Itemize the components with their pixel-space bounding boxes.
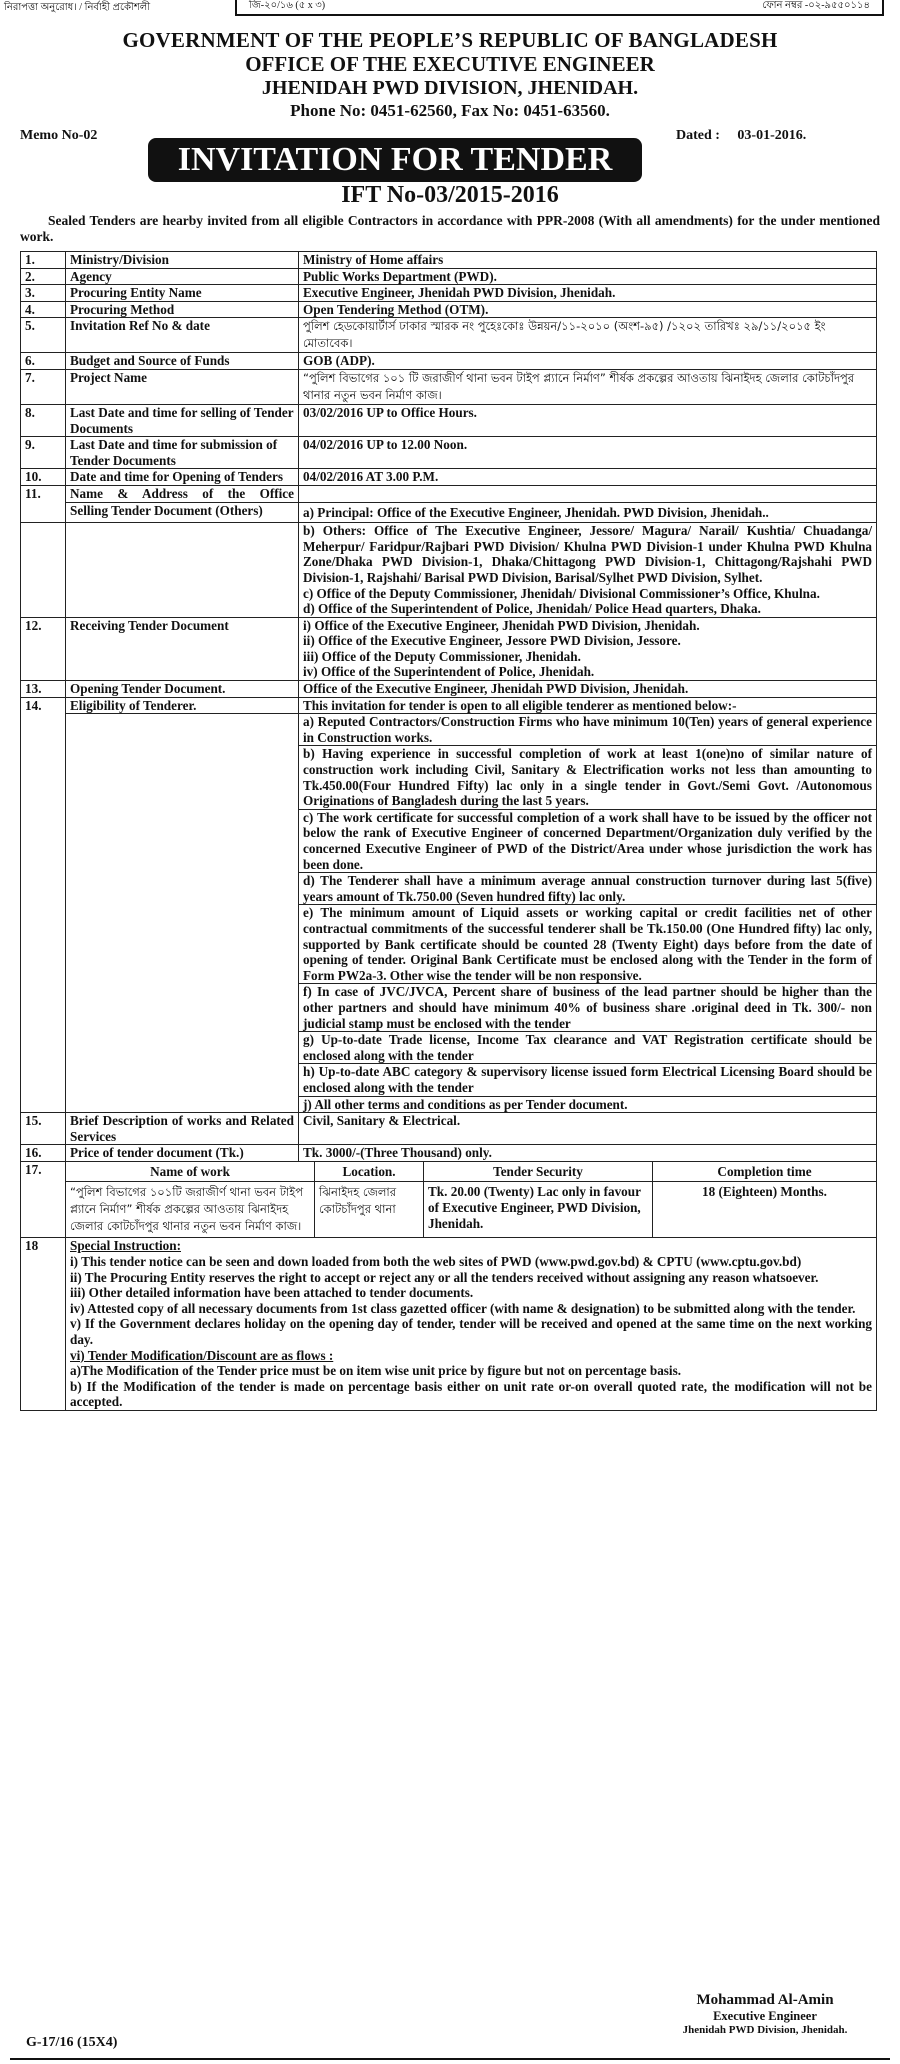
row-value: “পুলিশ বিভাগের ১০১ টি জরাজীর্ণ থানা ভবন টাইপ প্ল্যানে নির্মাণ” শীর্ষক প্রকল্পের আওতায় ঝিনাইদহ জেলার কোটচাঁদপুর থানার নতুন ভবন নির্মাণ কাজ। [299,369,877,404]
memo-number: Memo No-02 [20,128,98,143]
government-title: GOVERNMENT OF THE PEOPLE’S REPUBLIC OF BANGLADESH [122,28,778,52]
footer-code: G-17/16 (15X4) [26,2035,118,2050]
row-number: 17. [21,1161,66,1238]
row-value: 03/02/2016 UP to Office Hours. [299,404,877,436]
division-title: JHENIDAH PWD DIVISION, JHENIDAH. [261,77,639,99]
tender-security: Tk. 20.00 (Twenty) Lac only in favour of Executive Engineer, PWD Division, Jhenidah. [424,1182,653,1238]
top-strip [0,0,900,16]
eligibility-item: j) All other terms and conditions as per Tender document. [299,1096,877,1113]
table-row [21,469,877,486]
bottom-border [10,2058,890,2060]
receiving-office: iii) Office of the Deputy Commissioner, Jhenidah. [303,648,581,664]
table-row [21,502,877,523]
table-row [21,1238,877,1411]
table-row [21,697,877,714]
tender-details-table [20,251,877,1411]
row-value: 04/02/2016 AT 3.00 P.M. [299,469,877,486]
signatory-office: Jhenidah PWD Division, Jhenidah. [682,2024,848,2036]
row-label: Invitation Ref No & date [66,318,299,353]
table-row [21,285,877,302]
row-value: Civil, Sanitary & Electrical. [299,1113,877,1145]
table-row [21,318,877,353]
row-number: 2. [21,268,66,285]
table-row [21,268,877,285]
row-label: Agency [66,268,299,285]
row-number: 7. [21,369,66,404]
row-value: a) Principal: Office of the Executive Engineer, Jhenidah. PWD Division, Jhenidah.. [299,502,877,523]
row-value: Office of the Executive Engineer, Jhenidah PWD Division, Jhenidah. [299,681,877,698]
receiving-office: ii) Office of the Executive Engineer, Jessore PWD Division, Jessore. [303,633,681,649]
row-number: 8. [21,404,66,436]
table-row [21,252,877,269]
row-label: Procuring Entity Name [66,285,299,302]
row-number: 12. [21,617,66,680]
instruction-subtitle: vi) Tender Modification/Discount are as flows : [70,1347,334,1363]
row-number: 4. [21,301,66,318]
eligibility-item: d) The Tenderer shall have a minimum average annual construction turnover during last 5(five) years amount of Tk.750.00 (Seven hundred fifty) lac only. [299,873,877,905]
col-header: Name of work [66,1162,315,1182]
col-header: Location. [315,1162,424,1182]
special-instruction-title: Special Instruction: [70,1238,181,1254]
eligibility-item: a) Reputed Contractors/Construction Firms who have minimum 10(Ten) years of general experience in Construction works. [299,714,877,746]
row-label: Last Date and time for selling of Tender Documents [66,404,299,436]
signatory-designation: Executive Engineer [713,2009,817,2023]
dated-line: Dated : 03-01-2016. [676,128,807,143]
row-label: Ministry/Division [66,252,299,269]
instruction-item: iii) Other detailed information have been attached to tender documents. [70,1285,474,1301]
table-row [21,523,877,618]
row-number: 18 [21,1238,66,1411]
row-label: Project Name [66,369,299,404]
eligibility-item: c) The work certificate for successful completion of a work shall have to be issued by the officer not below the rank of Executive Engineer of concerned Department/Organization duly verified by the concerned Executive Engineer of PWD of the District/Area under whose jurisdiction the work has been done. [299,809,877,872]
table-row [21,984,877,1032]
work-location: ঝিনাইদহ জেলার কোটচাঁদপুর থানা [315,1182,424,1238]
receiving-office: iv) Office of the Superintendent of Police, Jhenidah. [303,664,595,680]
table-row [21,1064,877,1096]
office-list-c: c) Office of the Deputy Commissioner, Jhenidah/ Divisional Commissioner’s Office, Khulna. [303,585,820,601]
table-row [21,617,877,680]
eligibility-item: h) Up-to-date ABC category & supervisory license issued form Electrical Licensing Board should be enclosed along with the tender [299,1064,877,1096]
row-number: 14. [21,697,66,714]
row-label: Eligibility of Tenderer. [66,697,299,714]
table-row [21,1145,877,1162]
invitation-banner: INVITATION FOR TENDER [148,138,642,182]
table-row [21,301,877,318]
instruction-item: a)The Modification of the Tender price must be on item wise unit price by figure but not on percentage basis. [70,1363,682,1379]
instruction-item: ii) The Procuring Entity reserves the right to accept or reject any or all the tenders received without assigning any reason whatsoever. [70,1269,819,1285]
eligibility-item: g) Up-to-date Trade license, Income Tax clearance and VAT Registration certificate should be enclosed along with the tender [299,1032,877,1064]
row-number: 15. [21,1113,66,1145]
row-value: Tk. 3000/-(Three Thousand) only. [299,1145,877,1162]
row-number: 3. [21,285,66,302]
office-list-b: b) Others: Office of The Executive Engineer, Jessore/ Magura/ Narail/ Kushtia/ Chuadanga/ Meherpur/ Faridpur/Rajbari PWD Division/ Khulna PWD Division-1 under Khulna PWD Khulna Zone/Dhaka PWD Division-1, Dhaka/Chittagong PWD Division-1, Chittagong/Rajshahi PWD Division-1, Rajshahi/ Barisal PWD Division, Barisal/Sylhet PWD Division, Sylhet. [303,523,872,585]
top-box-fragment [235,0,884,16]
work-table-row [66,1182,876,1238]
row-value: Ministry of Home affairs [299,252,877,269]
row-label: Procuring Method [66,301,299,318]
table-row [21,873,877,905]
top-left-fragment: নিরাপত্তা অনুরোধ। / নির্বাহী প্রকৌশলী [4,2,151,13]
table-row [21,1096,877,1113]
ift-number: IFT No-03/2015-2016 [341,182,559,208]
top-box-left-text: জি-২০/১৬ (৫ x ৩) [249,0,326,11]
special-instructions [66,1238,877,1411]
instruction-item: i) This tender notice can be seen and down loaded from both the web sites of PWD (www.pwd.gov.bd) & CPTU (www.cptu.gov.bd) [70,1254,802,1270]
table-row [21,714,877,746]
eligibility-intro: This invitation for tender is open to all eligible tenderer as mentioned below:- [299,697,877,714]
row-label: Date and time for Opening of Tenders [66,469,299,486]
table-row [21,485,877,502]
row-label: Last Date and time for submission of Tender Documents [66,437,299,469]
row-value [299,523,877,618]
signature-block [660,1992,870,2036]
work-table [66,1162,876,1238]
table-row [21,1032,877,1064]
instruction-item: v) If the Government declares holiday on the opening day of tender, tender will be received and opened at the same time on the next working day. [70,1316,872,1348]
receiving-office: i) Office of the Executive Engineer, Jhenidah PWD Division, Jhenidah. [303,617,700,633]
table-row [21,1161,877,1238]
col-header: Tender Security [424,1162,653,1182]
table-row [21,404,877,436]
row-label: Brief Description of works and Related Services [66,1113,299,1145]
row-label: Price of tender document (Tk.) [66,1145,299,1162]
office-list-d: d) Office of the Superintendent of Police, Jhenidah/ Police Head quarters, Dhaka. [303,601,761,617]
row-number: 16. [21,1145,66,1162]
row-value: GOB (ADP). [299,353,877,370]
signatory-name: Mohammad Al-Amin [696,1992,834,2008]
table-row [21,369,877,404]
row-number: 11. [21,485,66,502]
row-value: পুলিশ হেডকোয়ার্টার্স ঢাকার স্মারক নং পুহেঃকোঃ উন্নয়ন/১১-২০১০ (অংশ-৯৫) /১২০২ তারিখঃ ২৯/১১/২০১৫ ইং মোতাবেক। [299,318,877,353]
row-label: Opening Tender Document. [66,681,299,698]
row-number: 5. [21,318,66,353]
table-row [21,681,877,698]
table-row [21,905,877,984]
row-value: Open Tendering Method (OTM). [299,301,877,318]
instruction-item: iv) Attested copy of all necessary documents from 1st class gazetted officer (with name & designation) to be submitted along with the tender. [70,1300,856,1316]
table-row [21,1113,877,1145]
table-row [21,809,877,872]
row-sub-label: Selling Tender Document (Others) [66,502,299,523]
work-table-header [66,1162,876,1182]
table-row [21,746,877,809]
row-number: 13. [21,681,66,698]
row-label: Name & Address of the Office [66,485,299,502]
intro-paragraph: Sealed Tenders are hearby invited from all eligible Contractors in accordance with PPR-2008 (With all amendments) for the under mentioned work. [20,213,880,244]
office-title: OFFICE OF THE EXECUTIVE ENGINEER [245,52,655,76]
row-number: 9. [21,437,66,469]
row-value: Executive Engineer, Jhenidah PWD Division, Jhenidah. [299,285,877,302]
completion-time: 18 (Eighteen) Months. [653,1182,877,1238]
top-box-right-text: ফোন নম্বর -০২-৯৫৫০১১৪ [762,0,870,11]
table-row [21,353,877,370]
row-number: 6. [21,353,66,370]
row-value: Public Works Department (PWD). [299,268,877,285]
row-number: 1. [21,252,66,269]
table-row [21,437,877,469]
letterhead [0,28,900,122]
row-value: 04/02/2016 UP to 12.00 Noon. [299,437,877,469]
work-name: “পুলিশ বিভাগের ১০১টি জরাজীর্ণ থানা ভবন টাইপ প্ল্যানে নির্মাণ” শীর্ষক প্রকল্পের আওতায় ঝিনাইদহ জেলার কোটচাঁদপুর থানার নতুন ভবন নির্মাণ কাজ। [66,1182,315,1238]
row-label: Receiving Tender Document [66,617,299,680]
eligibility-item: f) In case of JVC/JVCA, Percent share of business of the lead partner should be higher than the other partners and should have minimum 40% of business share .original deed in Tk. 300/- non judicial stamp must be enclosed with the tender [299,984,877,1032]
row-number: 10. [21,469,66,486]
col-header: Completion time [653,1162,877,1182]
eligibility-item: b) Having experience in successful completion of work at least 1(one)no of similar nature of construction work including Civil, Sanitary & Electrification works not less than amounting to Tk.450.00(Four Hundred Fifty) lac only in a single tender in Govt./Semi Govt. /Autonomous Originations of Bangladesh during the last 5 years. [299,746,877,809]
row-label: Budget and Source of Funds [66,353,299,370]
instruction-item: b) If the Modification of the tender is made on percentage basis either on unit rate or-on overall quoted rate, the modification will not be accepted. [70,1378,872,1410]
row-value [299,617,877,680]
contact-line: Phone No: 0451-62560, Fax No: 0451-63560. [290,101,610,120]
eligibility-item: e) The minimum amount of Liquid assets or working capital or credit facilities net of other contractual commitments of the successful tenderer shall be Tk.150.00 (One Hundred fifty) lac only, supported by Bank certificate should be counted 28 (Twenty Eight) days before from the date of opening of tender. Original Bank Certificate must be enclosed along with the Tender in the form of Form PW2a-3. Other wise the tender will be non responsive. [299,905,877,984]
row-value-empty [299,485,877,502]
